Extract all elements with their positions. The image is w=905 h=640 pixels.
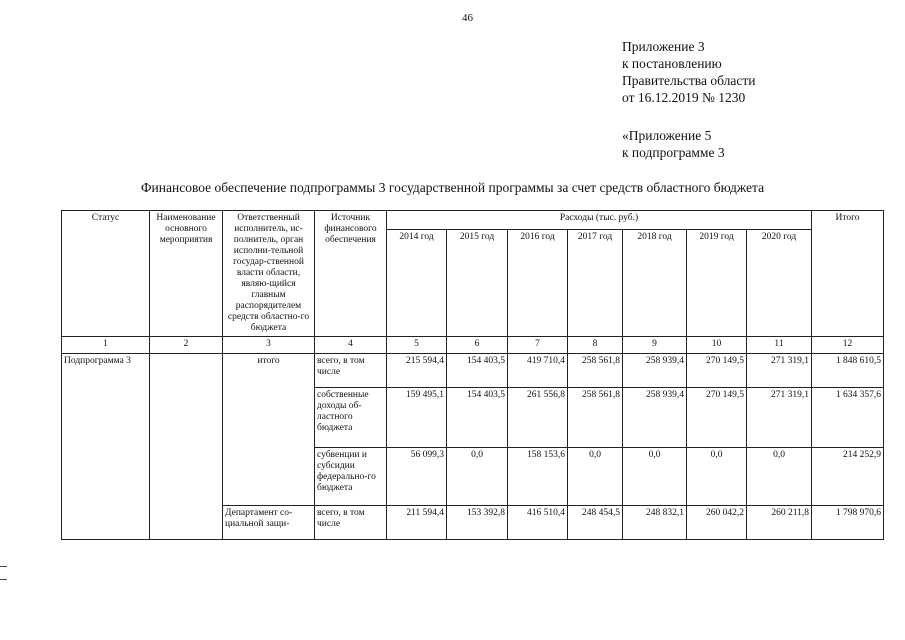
- value-cell: 0,0: [623, 448, 687, 506]
- budget-table: [61, 210, 884, 540]
- column-number: 12: [812, 337, 884, 354]
- executor-cell: итого: [223, 354, 315, 506]
- value-cell: 154 403,5: [447, 354, 508, 388]
- appendix-line: к подпрограмме 3: [622, 145, 725, 160]
- value-cell: 211 594,4: [387, 506, 447, 540]
- appendix-line: Приложение 3: [622, 39, 705, 54]
- value-cell: 0,0: [687, 448, 747, 506]
- column-number: 2: [150, 337, 223, 354]
- header-expenses: Расходы (тыс. руб.): [387, 211, 812, 230]
- column-number: 9: [623, 337, 687, 354]
- column-number: 6: [447, 337, 508, 354]
- value-cell: 258 561,8: [568, 354, 623, 388]
- value-cell: 153 392,8: [447, 506, 508, 540]
- source-cell: субвенции и субсидии федерально-го бюджета: [315, 448, 387, 506]
- value-cell: 416 510,4: [508, 506, 568, 540]
- value-cell: 248 454,5: [568, 506, 623, 540]
- table-row: [62, 354, 884, 388]
- column-number: 1: [62, 337, 150, 354]
- name-cell: [150, 354, 223, 540]
- value-cell: 270 149,5: [687, 388, 747, 448]
- header-total: Итого: [812, 211, 884, 337]
- value-cell: 215 594,4: [387, 354, 447, 388]
- value-cell: 260 211,8: [747, 506, 812, 540]
- source-cell: всего, в том числе: [315, 506, 387, 540]
- value-cell: 419 710,4: [508, 354, 568, 388]
- header-year: 2017 год: [568, 230, 623, 337]
- header-name: Наименование основного мероприятия: [150, 211, 223, 337]
- value-cell: 159 495,1: [387, 388, 447, 448]
- value-cell: 270 149,5: [687, 354, 747, 388]
- value-cell: 0,0: [747, 448, 812, 506]
- column-number: 10: [687, 337, 747, 354]
- total-cell: 1 798 970,6: [812, 506, 884, 540]
- total-cell: 1 634 357,6: [812, 388, 884, 448]
- header-year: 2016 год: [508, 230, 568, 337]
- margin-mark: [0, 566, 7, 567]
- table-header-row: [62, 211, 884, 230]
- executor-cell: Департамент со-циальной защи-: [223, 506, 315, 540]
- column-number: 3: [223, 337, 315, 354]
- document-title: Финансовое обеспечение подпрограммы 3 государственной программы за счет средств областного бюджета: [140, 180, 765, 195]
- column-number: 11: [747, 337, 812, 354]
- header-year: 2014 год: [387, 230, 447, 337]
- header-year: 2015 год: [447, 230, 508, 337]
- value-cell: 154 403,5: [447, 388, 508, 448]
- header-year: 2019 год: [687, 230, 747, 337]
- appendix-block: [622, 38, 755, 106]
- value-cell: 0,0: [568, 448, 623, 506]
- column-number: 5: [387, 337, 447, 354]
- header-status: Статус: [62, 211, 150, 337]
- status-cell: Подпрограмма 3: [62, 354, 150, 540]
- column-number: 8: [568, 337, 623, 354]
- value-cell: 271 319,1: [747, 354, 812, 388]
- header-source: Источник финансового обеспечения: [315, 211, 387, 337]
- value-cell: 261 556,8: [508, 388, 568, 448]
- margin-mark: [0, 579, 7, 580]
- appendix-line: «Приложение 5: [622, 128, 712, 143]
- header-executor: Ответственный исполнитель, ис-полнитель, орган исполни-тельной государ-ственной власти области, являю-щийся главным распорядителем средств областно-го бюджета: [223, 211, 315, 337]
- total-cell: 214 252,9: [812, 448, 884, 506]
- source-cell: всего, в том числе: [315, 354, 387, 388]
- value-cell: 258 939,4: [623, 354, 687, 388]
- column-number: 4: [315, 337, 387, 354]
- value-cell: 260 042,2: [687, 506, 747, 540]
- value-cell: 0,0: [447, 448, 508, 506]
- appendix-line: Правительства области: [622, 73, 756, 88]
- total-cell: 1 848 610,5: [812, 354, 884, 388]
- appendix-line: от 16.12.2019 № 1230: [622, 90, 746, 105]
- value-cell: 158 153,6: [508, 448, 568, 506]
- value-cell: 56 099,3: [387, 448, 447, 506]
- value-cell: 258 939,4: [623, 388, 687, 448]
- header-year: 2020 год: [747, 230, 812, 337]
- column-number: 7: [508, 337, 568, 354]
- value-cell: 248 832,1: [623, 506, 687, 540]
- column-number-row: [62, 337, 884, 354]
- appendix-line: к постановлению: [622, 56, 722, 71]
- value-cell: 271 319,1: [747, 388, 812, 448]
- value-cell: 258 561,8: [568, 388, 623, 448]
- header-year: 2018 год: [623, 230, 687, 337]
- source-cell: собственные доходы об-ластного бюджета: [315, 388, 387, 448]
- page-number: 46: [462, 12, 473, 24]
- appendix-subprogram-block: [622, 127, 725, 161]
